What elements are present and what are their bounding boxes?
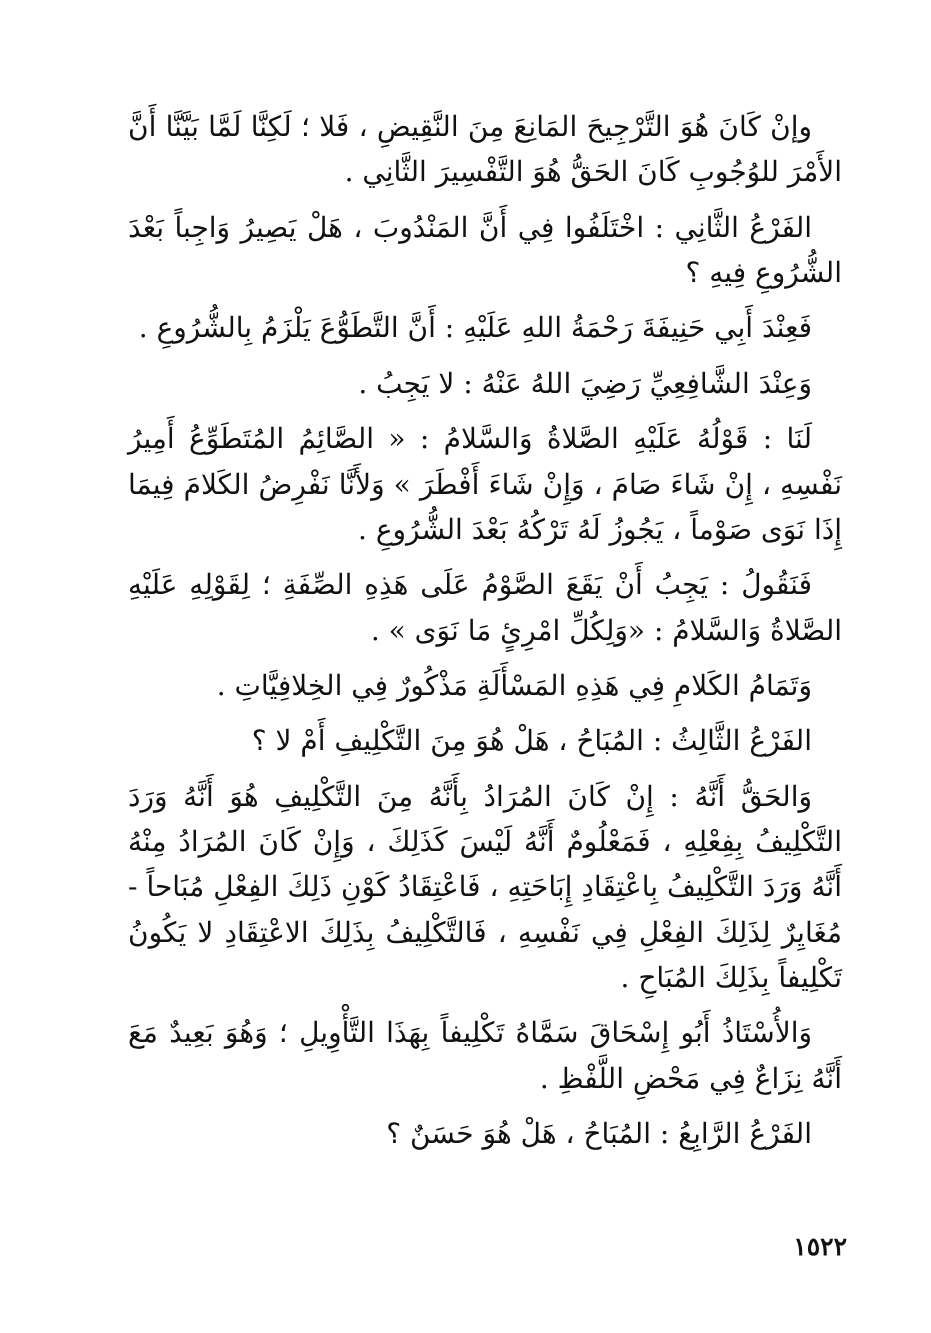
paragraph-10: وَالأُسْتَاذُ أَبُو إِسْحَاقَ سَمَّاهُ تَكْلِيفاً بِهَذَا التَّأْوِيلِ ؛ وَهُوَ بَعِيدٌ مَعَ أَنَّهُ نِزَاعٌ فِي مَحْضِ اللَّفْظِ . [128, 1016, 842, 1095]
paragraph-6: فَنَقُولُ : يَجِبُ أَنْ يَقَعَ الصَّوْمُ عَلَى هَذِهِ الصِّفَةِ ؛ لِقَوْلِهِ عَلَيْهِ الصَّلاةُ وَالسَّلامُ : «وَلِكُلِّ امْرِئٍ مَا نَوَى » . [128, 568, 842, 647]
paragraph-9: وَالحَقُّ أَنَّهُ : إِنْ كَانَ المُرَادُ بِأَنَّهُ مِنَ التَّكْلِيفِ هُوَ أَنَّهُ وَرَدَ التَّكْلِيفُ بِفِعْلِهِ ، فَمَعْلُومٌ أَنَّهُ لَيْسَ كَذَلِكَ ، وَإِنْ كَانَ المُرَادُ مِنْهُ أَنَّهُ وَرَدَ التَّكْلِيفُ بِاعْتِقَادِ إِبَاحَتِهِ ، فَاعْتِقَادُ كَوْنِ ذَلِكَ الفِعْلِ مُبَاحاً - مُغَايِرٌ لِذَلِكَ الفِعْلِ فِي نَفْسِهِ ، فَالتَّكْلِيفُ بِذَلِكَ الاعْتِقَادِ لا يَكُونُ تَكْلِيفاً بِذَلِكَ المُبَاحِ . [128, 779, 842, 995]
paragraph-11: الفَرْعُ الرَّابِعُ : المُبَاحُ ، هَلْ هُوَ حَسَنٌ ؟ [386, 1117, 812, 1151]
page-number: ١٥٢٢ [793, 1232, 847, 1261]
paragraph-7: وَتَمَامُ الكَلامِ فِي هَذِهِ المَسْأَلَةِ مَذْكُورٌ فِي الخِلافِيَّاتِ . [216, 668, 812, 702]
paragraph-5: لَنَا : قَوْلُهُ عَلَيْهِ الصَّلاةُ وَالسَّلامُ : « الصَّائِمُ المُتَطَوِّعُ أَمِيرُ نَفْسِهِ ، إِنْ شَاءَ صَامَ ، وَإِنْ شَاءَ أَفْطَرَ » وَلأَنَّا نَفْرِضُ الكَلامَ فِيمَا إِذَا نَوَى صَوْماً ، يَجُوزُ لَهُ تَرْكُهُ بَعْدَ الشُّرُوعِ . [128, 422, 842, 546]
paragraph-3: فَعِنْدَ أَبِي حَنِيفَةَ رَحْمَةُ اللهِ عَلَيْهِ : أَنَّ التَّطَوُّعَ يَلْزَمُ بِالشُّرُوعِ . [138, 311, 812, 345]
paragraph-2: الفَرْعُ الثَّانِي : اخْتَلَفُوا فِي أَنَّ المَنْدُوبَ ، هَلْ يَصِيرُ وَاجِباً بَعْدَ الشُّرُوعِ فِيهِ ؟ [128, 210, 842, 290]
paragraph-4: وَعِنْدَ الشَّافِعِيِّ رَضِيَ اللهُ عَنْهُ : لا يَجِبُ . [358, 366, 812, 400]
paragraph-1: وإنْ كَانَ هُوَ التَّرْجِيحَ المَانِعَ مِنَ النَّقِيضِ ، فَلا ؛ لَكِنَّا لَمَّا بَيَّنَّا أَنَّ الأَمْرَ للوُجُوبِ كَانَ الحَقُّ هُوَ التَّفْسِيرَ الثَّانِي . [128, 110, 842, 189]
paragraph-8: الفَرْعُ الثَّالِثُ : المُبَاحُ ، هَلْ هُوَ مِنَ التَّكْلِيفِ أَمْ لا ؟ [251, 724, 812, 758]
body-text [128, 104, 842, 1167]
